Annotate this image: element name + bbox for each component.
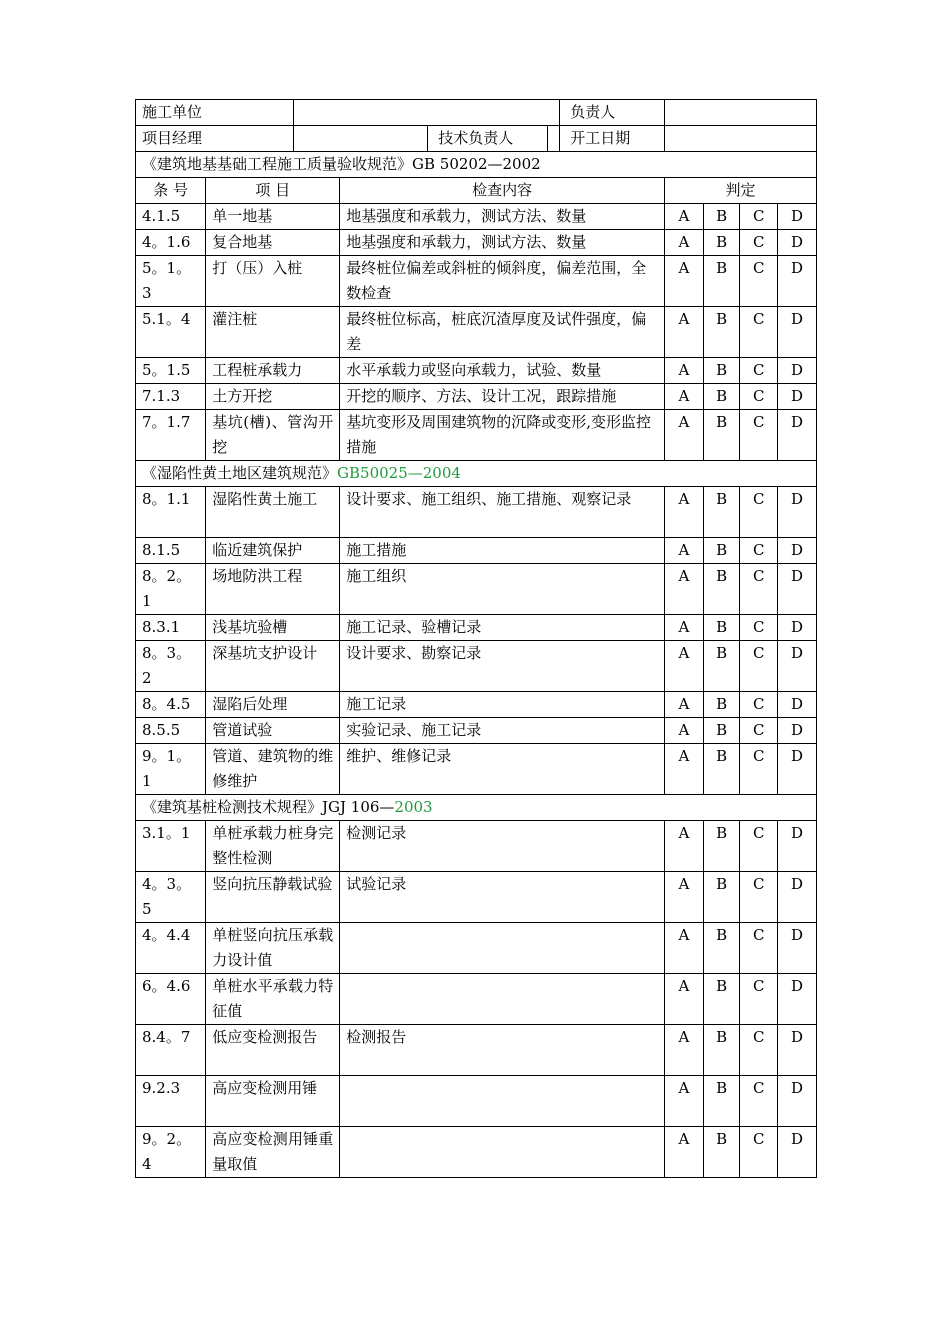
grade-c-cell[interactable]: C [740,410,778,461]
grade-a-cell[interactable]: A [665,307,704,358]
table-row [136,230,817,256]
content-cell: 施工措施 [340,538,665,564]
grade-b-cell[interactable]: B [703,615,740,641]
item-header: 项 目 [206,178,340,204]
item-cell: 竖向抗压静载试验 [206,872,340,923]
item-cell: 单桩承载力桩身完整性检测 [206,821,340,872]
standard-title-text: 《建筑地基基础工程施工质量验收规范》GB 50202—2002 [142,155,541,173]
item-cell: 深基坑支护设计 [206,641,340,692]
clause-cell: 8.5.5 [136,718,206,744]
grade-a-cell[interactable]: A [665,230,704,256]
tech-lead-label: 技术负责人 [428,126,547,152]
grade-d-cell[interactable]: D [778,204,817,230]
grade-d-cell[interactable]: D [778,487,817,538]
grade-a-cell[interactable]: A [665,204,704,230]
table-row [136,872,817,923]
grade-c-cell[interactable]: C [740,1127,778,1178]
item-cell: 工程桩承载力 [206,358,340,384]
clause-cell: 9.2.3 [136,1076,206,1127]
grade-c-cell[interactable]: C [740,872,778,923]
start-date-label: 开工日期 [560,126,665,152]
start-date-value[interactable] [665,126,817,152]
clause-cell: 3.1。1 [136,821,206,872]
content-cell [340,1127,665,1178]
grade-b-cell[interactable]: B [703,1076,740,1127]
content-cell: 基坑变形及周围建筑物的沉降或变形,变形监控措施 [340,410,665,461]
table-row [136,974,817,1025]
grade-d-cell[interactable]: D [778,615,817,641]
header-row-2 [136,126,817,152]
standard-title-row [136,152,817,178]
content-cell: 最终桩位标高，桩底沉渣厚度及试件强度，偏差 [340,307,665,358]
responsible-value[interactable] [665,100,817,126]
grade-d-cell[interactable]: D [778,744,817,795]
content-cell: 地基强度和承载力，测试方法、数量 [340,230,665,256]
item-cell: 打（压）入桩 [206,256,340,307]
grade-c-cell[interactable]: C [740,538,778,564]
table-row [136,718,817,744]
item-cell: 高应变检测用锤 [206,1076,340,1127]
grade-d-cell[interactable]: D [778,718,817,744]
content-cell: 检测记录 [340,821,665,872]
grade-c-cell[interactable]: C [740,923,778,974]
clause-cell: 8。1.1 [136,487,206,538]
table-row [136,538,817,564]
grade-a-cell[interactable]: A [665,692,704,718]
column-header-row [136,178,817,204]
clause-cell: 5。1。3 [136,256,206,307]
clause-cell: 7。1.7 [136,410,206,461]
grade-c-cell[interactable]: C [740,692,778,718]
grade-a-cell[interactable]: A [665,744,704,795]
clause-cell: 4.1.5 [136,204,206,230]
grade-a-cell[interactable]: A [665,641,704,692]
standard-title-row [136,795,817,821]
content-cell: 检测报告 [340,1025,665,1076]
table-row [136,204,817,230]
grade-d-cell[interactable]: D [778,872,817,923]
item-cell: 高应变检测用锤重量取值 [206,1127,340,1178]
content-cell: 设计要求、施工组织、施工措施、观察记录 [340,487,665,538]
standard-title [136,795,817,821]
grade-c-cell[interactable]: C [740,615,778,641]
grade-b-cell[interactable]: B [703,358,740,384]
table-row [136,692,817,718]
item-cell: 临近建筑保护 [206,538,340,564]
item-cell: 管道试验 [206,718,340,744]
table-row [136,256,817,307]
content-cell: 施工组织 [340,564,665,615]
grade-a-cell[interactable]: A [665,564,704,615]
grade-a-cell[interactable]: A [665,487,704,538]
grade-b-cell[interactable]: B [703,204,740,230]
grade-b-cell[interactable]: B [703,641,740,692]
grade-c-cell[interactable]: C [740,487,778,538]
project-manager-label: 项目经理 [136,126,294,152]
grade-b-cell[interactable]: B [703,821,740,872]
grade-d-cell[interactable]: D [778,1127,817,1178]
content-header: 检查内容 [340,178,665,204]
grade-a-cell[interactable]: A [665,1076,704,1127]
clause-cell: 8。3。2 [136,641,206,692]
grade-c-cell[interactable]: C [740,821,778,872]
content-cell: 实验记录、施工记录 [340,718,665,744]
clause-cell: 5.1。4 [136,307,206,358]
grade-b-cell[interactable]: B [703,718,740,744]
content-cell: 施工记录 [340,692,665,718]
grade-c-cell[interactable]: C [740,358,778,384]
grade-b-cell[interactable]: B [703,692,740,718]
item-cell: 单桩竖向抗压承载力设计值 [206,923,340,974]
grade-a-cell[interactable]: A [665,615,704,641]
content-cell [340,923,665,974]
grade-b-cell[interactable]: B [703,744,740,795]
clause-cell: 7.1.3 [136,384,206,410]
grade-d-cell[interactable]: D [778,307,817,358]
grade-c-cell[interactable]: C [740,1025,778,1076]
grade-b-cell[interactable]: B [703,1025,740,1076]
standard-title [136,461,817,487]
item-cell: 单桩水平承载力特征值 [206,974,340,1025]
judgement-header: 判定 [665,178,817,204]
table-row [136,744,817,795]
content-cell: 试验记录 [340,872,665,923]
standard-title-text: 《湿陷性黄土地区建筑规范》 [142,464,338,482]
item-cell: 湿陷后处理 [206,692,340,718]
project-manager-value[interactable] [294,126,428,152]
clause-cell: 9。1。1 [136,744,206,795]
grade-d-cell[interactable]: D [778,358,817,384]
grade-c-cell[interactable]: C [740,744,778,795]
grade-b-cell[interactable]: B [703,564,740,615]
table-row [136,358,817,384]
item-cell: 基坑(槽)、管沟开挖 [206,410,340,461]
construction-unit-value[interactable] [294,100,560,126]
standard-title-text: 《建筑基桩检测技术规程》JGJ 106— [142,798,395,816]
table-row [136,384,817,410]
clause-cell: 8.3.1 [136,615,206,641]
table-row [136,564,817,615]
grade-b-cell[interactable]: B [703,230,740,256]
standard-title-year: GB50025—2004 [337,464,461,482]
grade-a-cell[interactable]: A [665,1127,704,1178]
clause-cell: 4。4.4 [136,923,206,974]
grade-a-cell[interactable]: A [665,1025,704,1076]
grade-c-cell[interactable]: C [740,718,778,744]
grade-c-cell[interactable]: C [740,230,778,256]
grade-d-cell[interactable]: D [778,564,817,615]
clause-cell: 4。1.6 [136,230,206,256]
item-cell: 低应变检测报告 [206,1025,340,1076]
grade-a-cell[interactable]: A [665,410,704,461]
grade-d-cell[interactable]: D [778,692,817,718]
grade-b-cell[interactable]: B [703,410,740,461]
item-cell: 湿陷性黄土施工 [206,487,340,538]
table-row [136,410,817,461]
grade-b-cell[interactable]: B [703,538,740,564]
item-cell: 管道、建筑物的维修维护 [206,744,340,795]
grade-d-cell[interactable]: D [778,821,817,872]
content-cell: 维护、维修记录 [340,744,665,795]
grade-a-cell[interactable]: A [665,923,704,974]
item-cell: 灌注桩 [206,307,340,358]
grade-c-cell[interactable]: C [740,641,778,692]
grade-d-cell[interactable]: D [778,538,817,564]
clause-cell: 8。4.5 [136,692,206,718]
grade-b-cell[interactable]: B [703,487,740,538]
grade-d-cell[interactable]: D [778,641,817,692]
grade-a-cell[interactable]: A [665,256,704,307]
header-row-1 [136,100,817,126]
content-cell [340,974,665,1025]
item-cell: 复合地基 [206,230,340,256]
grade-c-cell[interactable]: C [740,384,778,410]
grade-c-cell[interactable]: C [740,564,778,615]
table-row [136,821,817,872]
content-cell: 开挖的顺序、方法、设计工况，跟踪措施 [340,384,665,410]
grade-a-cell[interactable]: A [665,718,704,744]
grade-b-cell[interactable]: B [703,384,740,410]
item-cell: 浅基坑验槽 [206,615,340,641]
table-row [136,487,817,538]
construction-unit-label: 施工单位 [136,100,294,126]
table-row [136,923,817,974]
content-cell: 最终桩位偏差或斜桩的倾斜度，偏差范围，全数检查 [340,256,665,307]
grade-c-cell[interactable]: C [740,204,778,230]
inspection-table [135,99,817,1178]
table-row [136,641,817,692]
grade-d-cell[interactable]: D [778,923,817,974]
content-cell [340,1076,665,1127]
standard-title-year: 2003 [394,798,433,816]
clause-cell: 4。3。5 [136,872,206,923]
grade-b-cell[interactable]: B [703,1127,740,1178]
table-row [136,1025,817,1076]
table-row [136,615,817,641]
clause-cell: 5。1.5 [136,358,206,384]
item-cell: 单一地基 [206,204,340,230]
table-row [136,1127,817,1178]
grade-a-cell[interactable]: A [665,358,704,384]
grade-d-cell[interactable]: D [778,1076,817,1127]
grade-d-cell[interactable]: D [778,384,817,410]
clause-cell: 6。4.6 [136,974,206,1025]
grade-c-cell[interactable]: C [740,1076,778,1127]
grade-d-cell[interactable]: D [778,1025,817,1076]
grade-a-cell[interactable]: A [665,872,704,923]
clause-cell: 8.1.5 [136,538,206,564]
clause-cell: 9。2。4 [136,1127,206,1178]
table-row [136,1076,817,1127]
grade-d-cell[interactable]: D [778,256,817,307]
grade-d-cell[interactable]: D [778,410,817,461]
clause-cell: 8。2。1 [136,564,206,615]
content-cell: 设计要求、勘察记录 [340,641,665,692]
grade-c-cell[interactable]: C [740,256,778,307]
grade-b-cell[interactable]: B [703,872,740,923]
grade-d-cell[interactable]: D [778,974,817,1025]
table-row [136,307,817,358]
grade-c-cell[interactable]: C [740,307,778,358]
item-cell: 土方开挖 [206,384,340,410]
grade-a-cell[interactable]: A [665,384,704,410]
grade-a-cell[interactable]: A [665,974,704,1025]
tech-lead-value[interactable] [547,126,560,152]
content-cell: 地基强度和承载力，测试方法、数量 [340,204,665,230]
grade-b-cell[interactable]: B [703,256,740,307]
standard-title [136,152,817,178]
content-cell: 水平承载力或竖向承载力，试验、数量 [340,358,665,384]
grade-b-cell[interactable]: B [703,307,740,358]
grade-c-cell[interactable]: C [740,974,778,1025]
grade-a-cell[interactable]: A [665,821,704,872]
clause-cell: 8.4。7 [136,1025,206,1076]
grade-a-cell[interactable]: A [665,538,704,564]
standard-title-row [136,461,817,487]
clause-header: 条 号 [136,178,206,204]
item-cell: 场地防洪工程 [206,564,340,615]
grade-d-cell[interactable]: D [778,230,817,256]
responsible-label: 负责人 [560,100,665,126]
grade-b-cell[interactable]: B [703,923,740,974]
content-cell: 施工记录、验槽记录 [340,615,665,641]
grade-b-cell[interactable]: B [703,974,740,1025]
